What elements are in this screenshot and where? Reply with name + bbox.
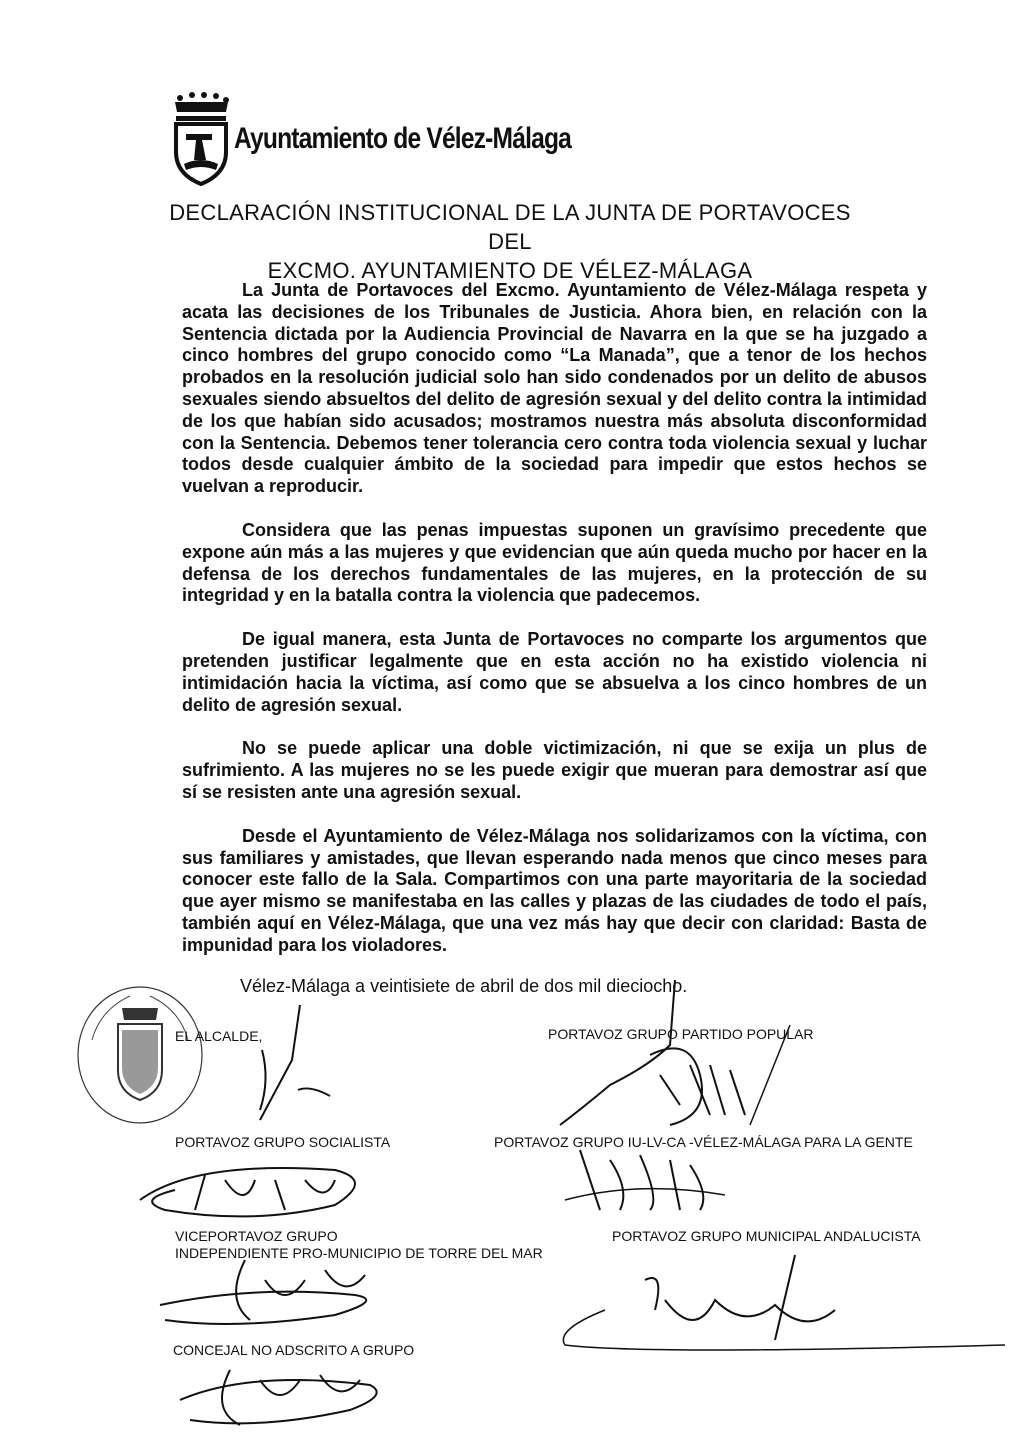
iu-signature: [560, 1140, 730, 1220]
official-seal-stamp: [70, 980, 210, 1130]
declaration-body: [182, 280, 927, 979]
paragraph: Considera que las penas impuestas suponen un gravísimo precedente que expone aún más a las mujeres y que evidencian que aún queda mucho por hacer en la defensa de los derechos fundamentales de las mujeres, en la protección de su integridad y en la batalla contra la violencia que padecemos.: [182, 519, 927, 606]
signatory-andalucista: PORTAVOZ GRUPO MUNICIPAL ANDALUCISTA: [612, 1228, 921, 1244]
letterhead: [172, 90, 672, 190]
paragraph: No se puede aplicar una doble victimización, ni que se exija un plus de sufrimiento. A las mujeres no se les puede exigir que mueran para demostrar así que sí se resisten ante una agresión sexual.: [182, 738, 927, 802]
signatory-iu: PORTAVOZ GRUPO IU-LV-CA -VÉLEZ-MÁLAGA PARA LA GENTE: [494, 1134, 913, 1150]
signatory-socialista: PORTAVOZ GRUPO SOCIALISTA: [175, 1134, 391, 1150]
alcalde-signature: [240, 1000, 350, 1130]
title-line-2: EXCMO. AYUNTAMIENTO DE VÉLEZ-MÁLAGA: [267, 258, 753, 283]
viceportavoz-signature: [155, 1250, 395, 1330]
signatory-alcalde: EL ALCALDE,: [175, 1028, 263, 1044]
pp-signature: [550, 975, 800, 1145]
signatory-viceportavoz-line2: INDEPENDIENTE PRO-MUNICIPIO DE TORRE DEL MAR: [175, 1245, 543, 1261]
document-title: [150, 198, 870, 285]
signatory-viceportavoz-line1: VICEPORTAVOZ GRUPO: [175, 1228, 338, 1244]
signatory-concejal: CONCEJAL NO ADSCRITO A GRUPO: [173, 1342, 415, 1358]
socialista-signature: [135, 1150, 375, 1230]
title-line-1: DECLARACIÓN INSTITUCIONAL DE LA JUNTA DE PORTAVOCES DEL: [169, 200, 851, 254]
organization-name: Ayuntamiento de Vélez-Málaga: [234, 122, 572, 155]
date-line: Vélez-Málaga a veintisiete de abril de dos mil dieciocho.: [240, 976, 688, 996]
paragraph: La Junta de Portavoces del Excmo. Ayuntamiento de Vélez-Málaga respeta y acata las decisiones de los Tribunales de Justicia. Ahora bien, en relación con la Sentencia dictada por la Audiencia Provincial de Navarra en la que se ha juzgado a cinco hombres del grupo conocido como “La Manada”, que a tenor de los hechos probados en la resolución judicial solo han sido condenados por un delito de abusos sexuales siendo absueltos del delito de agresión sexual y del delito contra la intimidad de los que habían sido acusados; mostramos nuestra más absoluta disconformidad con la Sentencia. Debemos tener tolerancia cero contra toda violencia sexual y luchar todos desde cualquier ámbito de la sociedad para impedir que estos hechos se vuelvan a reproducir.: [182, 280, 927, 497]
paragraph: De igual manera, esta Junta de Portavoces no comparte los argumentos que pretenden justificar legalmente que en esta acción no ha existido violencia ni intimidación hacia la víctima, así como que se absuelva a los cinco hombres de un delito de agresión sexual.: [182, 629, 927, 715]
coat-of-arms-icon: [172, 90, 230, 186]
paragraph: Desde el Ayuntamiento de Vélez-Málaga nos solidarizamos con la víctima, con sus familiares y amistades, que llevan esperando nada menos que cinco meses para conocer este fallo de la Sala. Compartimos con una parte mayoritaria de la sociedad que ayer mismo se manifestaba en las calles y plazas de las ciudades de todo el país, también aquí en Vélez-Málaga, que una vez más hay que decir con claridad: Basta de impunidad para los violadores.: [182, 825, 927, 955]
concejal-signature: [170, 1350, 390, 1435]
signatory-pp: PORTAVOZ GRUPO PARTIDO POPULAR: [548, 1026, 814, 1042]
andalucista-signature: [545, 1250, 1015, 1360]
